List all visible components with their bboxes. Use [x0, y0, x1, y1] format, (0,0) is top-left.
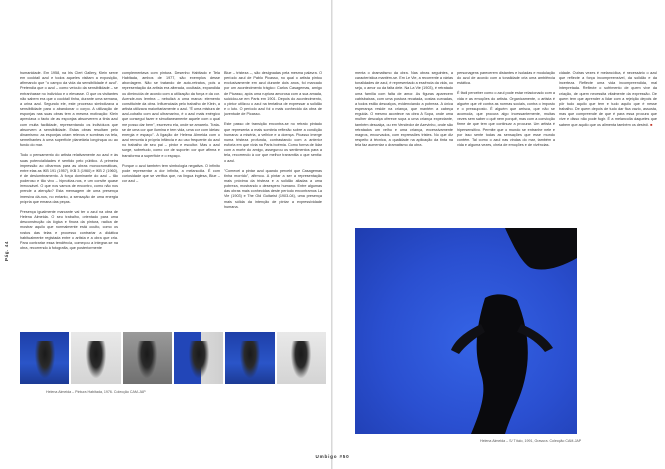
photo-frame	[277, 332, 326, 384]
photo-frame	[174, 332, 223, 384]
page-spine	[331, 0, 333, 469]
right-text-column-1	[355, 71, 453, 213]
left-text-column-2	[122, 71, 220, 327]
strip-caption: Helena Almeida – Pintura Habitada, 1976. Colecção CAM-JAP	[46, 390, 146, 394]
blue-photograph	[355, 228, 577, 434]
photo-frame	[71, 332, 120, 384]
photo-frame	[123, 332, 172, 384]
page-number-side-label: Pág. 44	[4, 241, 9, 261]
photo-caption: Helena Almeida – S/ Título, 1991, Gravura. Colecção CAM-JAP	[480, 439, 582, 443]
dark-figure-silhouette	[355, 228, 577, 434]
paragraph: menta o dramatismo da obra. Nas obras seguintes, a característica mantém-se. Em Le Vie, a recorrente a várias tonalidades de azul, é representado a essência da vida, ou seja, o amor ou da falta dele. Na La Vie (1903), é retratado uma família com falta de amor. As figuras aparecem cabisbaixas, com uma postura recatada, costas curvadas, a todos estão descalços, evidenciando a pobreza. A única esperança reside na criança, que mantém a cabeça erguida. O mesmo acontece na obra A Sopa, onde uma mulher descalça oferece sopa a uma criança expectante, também descalça, ou em Vendedor de Azevinho, onde são retratados um velho e uma criança, excessivamente magros, encurvados, com expressões tristes. No que diz respeito à técnica, a qualidade na aplicação da tinta na tela faz aumentar o dramatismo da obra.	[355, 71, 453, 148]
paragraph: Todo o pensamento do artista relativamente ao azul e às suas potencialidades é sentido pelo público. A primeira impressão ao olharmos para as obras monocromáticas, entre elas as IKB 191 (1957), IKB 3 (1960) e IKB 2 (1960), é de deslumbramento. A força dominante do azul – tão poderoso e tão vivo – hipnotiza-nos, e um convite quase irrecusável. O que nos vamos de encontro, como não nos prende a atenção? Esta mensagem de uma presença imersiva dá-nos, no entanto, a sensação de uma energia própria que emana das peças.	[20, 153, 118, 204]
photo-strip	[20, 332, 326, 384]
photo-frame	[20, 332, 69, 384]
paragraph: complementava com pintura. Desenho Habitado e Tela Habitada, ambos de 1977, são exemplos desse abordagem. Não se tratando de auto-retratos, pois a representação da artista era alterada, ocultada, expandida ou diminuída de acordo com a utilização da força e da cor. Acende-nos lembra – nebulizá a uma marca: elemento constituinte da obra. Influenciada pelo trabalho de Klein, a artista utilizava maioritariamente o azul. "É uma mistura de azul-cobalto com azul ultramarino, é o azul mais enérgico que conseguí fazer e simultaneamente aquele com o qual me posso dar bem", escreveu ela, onde se amarelo. Trata-se de uma cor que ilumina e tem vida, uma cor com ideias: energia e espaço". A ligação de Helena Almeida com o azul remonta à própria infância e ao uso frequente do azul no trabalho de seu pai – pintor e escultor. Mas o azul surge, sobretudo, como cor de suporte: cor que afirma e transforma a superfície e o espaço.	[122, 71, 220, 158]
paragraph: cidade. Outras vezes é melancólica, é necessário o azul que reflecte a força incompreensível, da solidão e da incerteza. Reflecte uma vida incompreendida, mal interpretada. Reflecte o sofrimento de quem vive da criação, de quem necessita vitalmente da expressão. De quem tem que aprender a lidar com a rejeição depois de pôr tudo aquilo que tem e tudo aquilo que é nesse trabalho. De quem depois de tudo dar fica vazio, assusta, mas que compreende de que é para essa procura que vive e disso não pode fugir. É a melancolia daqueles que sabem que aquilo que os alimenta também os destrói. ■	[559, 71, 657, 128]
paragraph: É fácil perceber como o azul pode estar relacionado com a vida e as emoções do artista. Organicamente, o artista é alguém que vê contra as normas sociais, contra o imposto e o pressuposto. É alguém que arrisca, que não se acomoda, que procura algo incessantemente, muitas vezes sem saber o quê nem porquê, mas com a convicção firme de que tem que continuar a procurar. Um artista é hipersensitivo. Permite que o mundo se entranhe nele e por isso sente todas as sensações que esse mundo contém. Tal como o azul nas vindas do mar, também a vida e alguma vezes, cheia de emoções e de vivências.	[457, 91, 555, 148]
photo-frame	[225, 332, 274, 384]
right-text-column-2	[457, 71, 555, 213]
right-text-column-3	[559, 71, 657, 213]
paragraph: Presença igualmente marcante vai ter o azul na obra de Helena Almeida. O seu trabalho, orientado para uma desconstrução da lógica e finura da pintura, radica de mostrar aquilo que normalmente está oculto, como os rostos das telas e processo contrariar a didática habitualmente registada entre o artista e a obra que cria. Para contrariar essa tendência, começou a integrar-se na obra, recorrendo à fotografia, que posteriormente	[20, 209, 118, 250]
paragraph: Este passo de transição encontra-se no retrato pintado que representa a mais sombria reflexão sobre a condição humana: a miséria, a velhice e a doença. Picasso imerge numa tristeza profunda, contrastando com a anterior euforia em que vivia na Paris boémia. Como forma de lidar com a morte do amigo, assegurou os sentimentos para a tela, recorrendo à cor que melhor transmitia o que sentia: o azul.	[224, 122, 322, 163]
paragraph: "Comecei a pintar azul quando percebi que Casagemas tinha morrido", afirmou. A pintar a ser a representação mais próxima da tristeza e a solidão aliadas a uma pobreza, mostrando o desespero humano. Entre algumas das obras mais conhecidas deste período encontramos La Vie (1903) e The Old Guitarist (1903-04), uma presença mais sólida da intenção de pintar a expressividade humana.	[224, 168, 322, 209]
paragraph: Porque o azul também tem simbologia negativa. O infinito pode representar a dor infinita, a melancolia. É com curiosidade que se verifica que, na língua inglesa, Blue – cor azul –	[122, 163, 220, 184]
left-text-column-1	[20, 71, 118, 327]
paragraph: humanidade. Em 1958, na Iris Clert Gallery, Klein serve em cocktail azul e todos aqueles visitam a exposição, afirmando que "o campo da vida da sensibilidade é azul". Pretendia que o azul – como veículo da sensibilidade – se entranhasse no indivíduo e o elevasse. O que os visitantes não sabem era que o cocktail tinha, durante uma semana, a urina azul. Segundo ele, este processo simbolizava a sensibilidade para o abandonar o corpo. A utilização de esponjas nas suas obras tem a mesma motivação: Klein apreciava o facto de as esponjas absorverem a tinta azul com muita facilidade, representando os indivíduos que absorvem a sensibilidade. Estas obras resultam pelo dinamismo: as esponjas criam relevos e sombras na tela, semelhantes à uma superfície planetária longínqua ou ao fundo do mar.	[20, 71, 118, 148]
left-text-column-3	[224, 71, 322, 327]
folio: Umbigo #50	[315, 454, 350, 459]
paragraph: Blue – tristeza –, são designadas pela mesma palavra. O período azul de Pablo Picasso, no qual o artista pintou exclusivamente em azul durante dois anos, foi marcado por um acontecimento trágico: Carlos Casagemas, amigo de Picasso, após uma ruptura amorosa com a sua amada, suicidou-se em Paris em 1901. Depois do acontecimento, o pintor utilizou o azul na tentativa de expressar a solidão e o luto. O período azul foi o mais conhecido da obra de juventude de Picasso.	[224, 71, 322, 117]
paragraph: personagens parecerem distantes e isoladas e modulação do azul de acordo com a tonalidade cria uma ambiência estática.	[457, 71, 555, 86]
